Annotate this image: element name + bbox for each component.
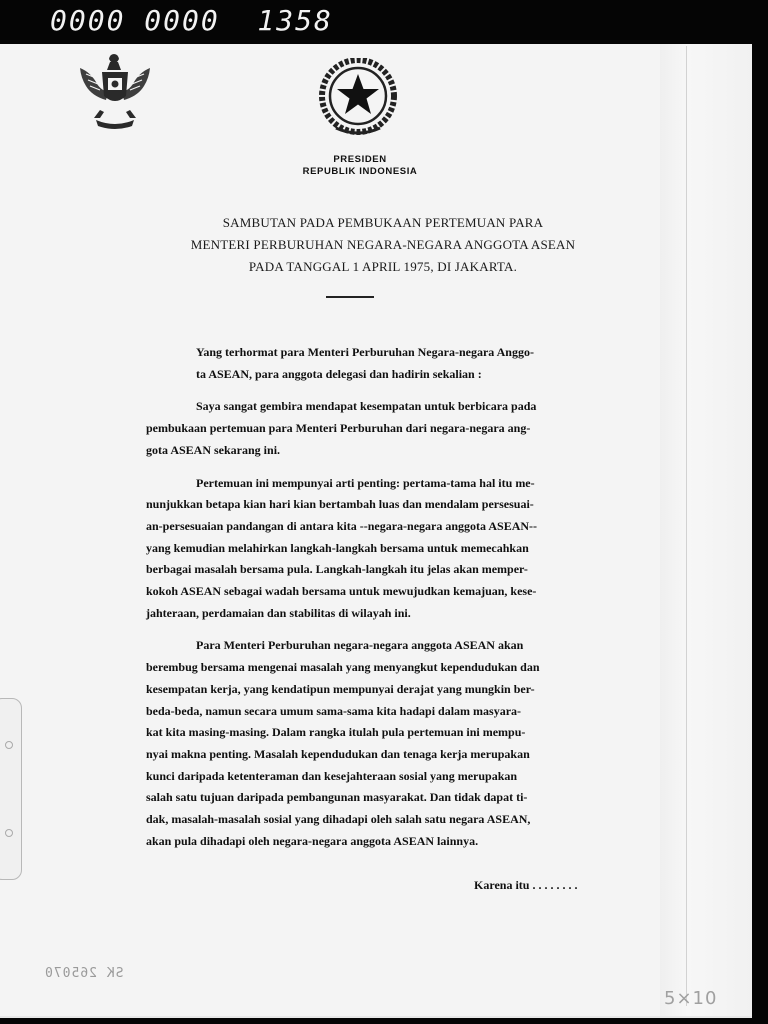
text-line: berembug bersama mengenai masalah yang menyangkut kependudukan dan — [146, 660, 540, 675]
text-line: berbagai masalah bersama pula. Langkah-langkah itu jelas akan memper- — [146, 562, 528, 577]
archive-stamp: SK 265070 — [44, 966, 124, 981]
office-heading — [250, 154, 470, 178]
text-line: salah satu tujuan daripada pembangunan masyarakat. Dan tidak dapat ti- — [146, 790, 528, 805]
binder-tab — [0, 698, 22, 880]
fold-line — [686, 46, 687, 1006]
title-line: MENTERI PERBURUHAN NEGARA-NEGARA ANGGOTA ASEAN — [190, 237, 576, 252]
text-line: Yang terhormat para Menteri Perburuhan Negara-negara Anggo- — [196, 345, 534, 359]
text-line: gota ASEAN sekarang ini. — [146, 442, 281, 457]
text-line: pembukaan pertemuan para Menteri Perburuhan dari negara-negara ang- — [146, 421, 531, 436]
text-line: kokoh ASEAN sebagai wadah bersama untuk mewujudkan kemajuan, kese- — [146, 584, 537, 599]
presidential-star-wreath-icon — [316, 58, 400, 138]
text-line: jahteraan, perdamaian dan stabilitas di wilayah ini. — [146, 605, 411, 620]
closing-catchword: Karena itu . . . . . . . . — [474, 878, 578, 892]
title-line: SAMBUTAN PADA PEMBUKAAN PERTEMUAN PARA — [222, 215, 544, 230]
text-line: kat kita masing-masing. Dalam rangka itulah pula pertemuan ini mempu- — [146, 725, 526, 740]
text-line: kesempatan kerja, yang kendatipun mempunyai derajat yang mungkin ber- — [146, 681, 535, 696]
corner-mark: 5×10 — [664, 988, 718, 1009]
paragraph-agenda — [146, 635, 636, 852]
title-line: PADA TANGGAL 1 APRIL 1975, DI JAKARTA. — [248, 259, 518, 274]
text-line: Pertemuan ini mempunyai arti penting: pertama-tama hal itu me- — [196, 475, 535, 490]
film-header-bar — [0, 0, 768, 46]
frame-code: 0000 0000 1358 — [50, 4, 333, 37]
text-line: ta ASEAN, para anggota delegasi dan hadirin sekalian : — [196, 366, 482, 381]
text-line: Saya sangat gembira mendapat kesempatan untuk berbicara pada — [196, 399, 537, 414]
text-line: dak, masalah-masalah sosial yang dihadapi oleh salah satu negara ASEAN, — [146, 812, 531, 827]
text-line: beda-beda, namun secara umum sama-sama kita hadapi dalam masyara- — [146, 703, 522, 718]
text-line: Para Menteri Perburuhan negara-negara anggota ASEAN akan — [196, 638, 524, 653]
text-line: nunjukkan betapa kian hari kian bertambah luas dan mendalam persesuai- — [146, 497, 534, 512]
text-line: yang kemudian melahirkan langkah-langkah bersama untuk memecahkan — [146, 540, 529, 555]
page-edge — [660, 44, 752, 1016]
punch-hole — [5, 741, 13, 749]
garuda-emblem-icon — [74, 50, 156, 134]
paragraph-significance — [146, 473, 636, 625]
text-line: an-persesuaian pandangan di antara kita --negara-negara anggota ASEAN-- — [146, 518, 538, 533]
paragraph-opening — [146, 396, 636, 461]
text-line: kunci daripada ketenteraman dan kesejahteraan sosial yang merupakan — [146, 768, 518, 783]
speech-body — [146, 342, 636, 863]
office-line-1: PRESIDEN — [333, 154, 387, 165]
text-line: nyai makna penting. Masalah kependudukan dan tenaga kerja merupakan — [146, 746, 530, 761]
office-line-2: REPUBLIK INDONESIA — [302, 166, 418, 177]
speech-title — [140, 212, 626, 278]
title-divider — [326, 296, 374, 298]
film-right-border — [752, 44, 768, 1024]
film-bottom-border — [0, 1018, 768, 1024]
text-line: akan pula dihadapi oleh negara-negara anggota ASEAN lainnya. — [146, 833, 479, 848]
paragraph-salutation — [146, 342, 636, 385]
punch-hole — [5, 829, 13, 837]
